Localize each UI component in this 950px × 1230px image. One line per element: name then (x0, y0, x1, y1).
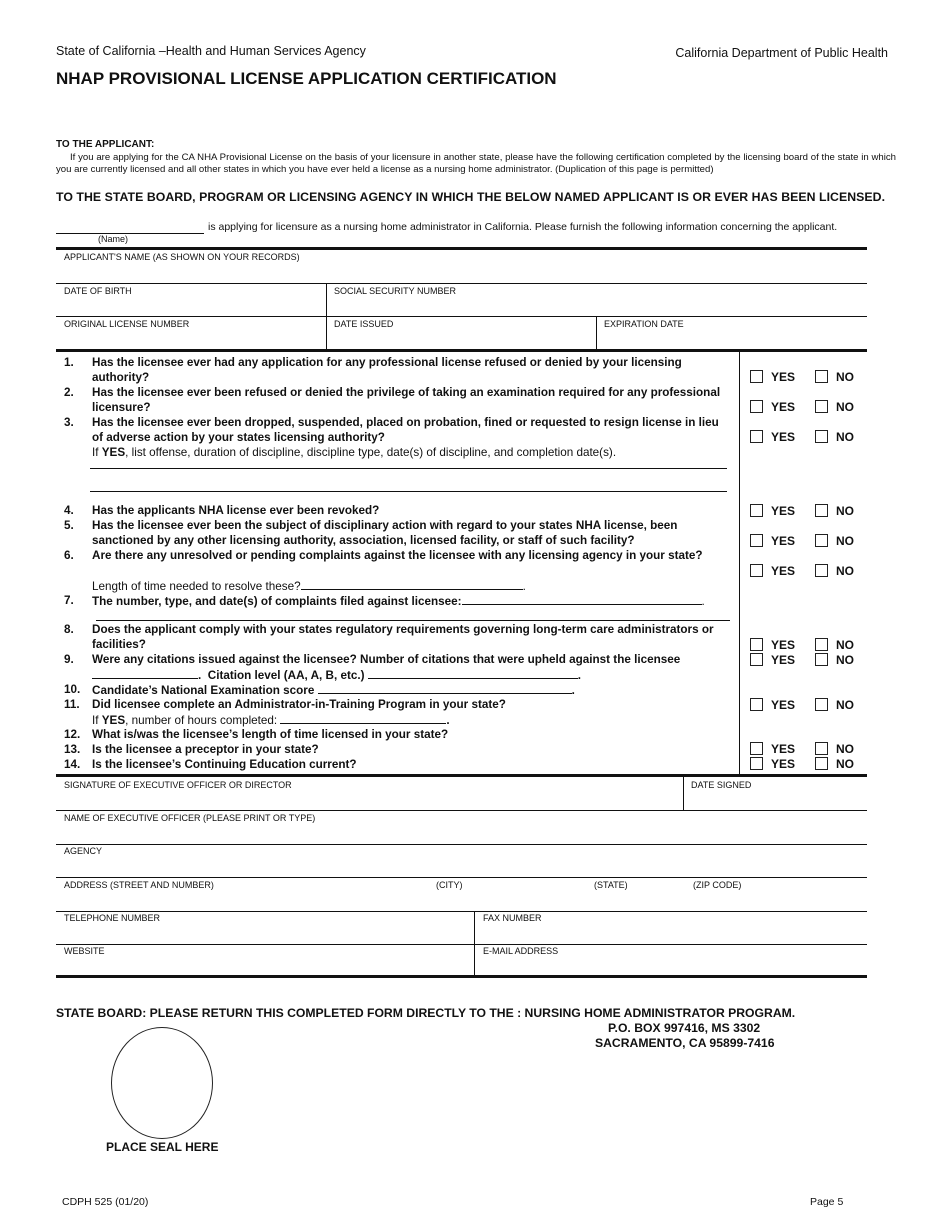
checkbox-icon[interactable] (815, 742, 828, 755)
q4-yes[interactable] (750, 504, 795, 518)
no-label: NO (836, 742, 854, 756)
question-14 (64, 757, 732, 772)
question-2 (64, 385, 732, 415)
question-text: What is/was the licensee’s length of time licensed in your state? (92, 728, 449, 741)
signature-label: SIGNATURE OF EXECUTIVE OFFICER OR DIRECTOR (64, 780, 292, 790)
q3-yes[interactable] (750, 430, 795, 444)
dob-label: DATE OF BIRTH (64, 286, 132, 296)
no-label: NO (836, 757, 854, 771)
checkbox-icon[interactable] (815, 698, 828, 711)
question-text: Candidate’s National Examination score (92, 684, 315, 697)
question-number: 7. (64, 594, 74, 607)
q11-no[interactable] (815, 698, 854, 712)
question-text: Is the licensee a preceptor in your state? (92, 743, 319, 756)
citations-count-blank[interactable] (92, 667, 198, 679)
q5-yes[interactable] (750, 534, 795, 548)
ssn-label: SOCIAL SECURITY NUMBER (334, 286, 457, 296)
signature-field[interactable] (56, 810, 867, 811)
orig-license-label: ORIGINAL LICENSE NUMBER (64, 319, 190, 329)
checkbox-icon[interactable] (815, 653, 828, 666)
question-number: 6. (64, 549, 74, 562)
q14-no[interactable] (815, 757, 854, 771)
expiration-label: EXPIRATION DATE (604, 319, 684, 329)
period: . (577, 669, 581, 682)
page-number: Page 5 (810, 1196, 844, 1208)
explanation-line[interactable] (90, 491, 727, 492)
period: . (446, 714, 450, 727)
citation-level-text: Citation level (AA, A, B, etc.) (207, 669, 365, 682)
checkbox-icon[interactable] (750, 653, 763, 666)
question-12 (64, 727, 732, 742)
yes-label: YES (771, 653, 796, 667)
question-text: Has the applicants NHA license ever been revoked? (92, 504, 380, 517)
question-number: 3. (64, 416, 74, 429)
question-text: Is the licensee’s Continuing Education current? (92, 758, 357, 771)
question-number: 13. (64, 743, 81, 756)
checkbox-icon[interactable] (815, 430, 828, 443)
question-5 (64, 518, 732, 548)
q2-no[interactable] (815, 400, 854, 414)
question-6 (64, 548, 732, 563)
return-instructions: STATE BOARD: PLEASE RETURN THIS COMPLETED FORM DIRECTLY TO THE : NURSING HOME ADMINISTRATOR PROGRAM. (56, 1006, 796, 1020)
applicant-instructions: If you are applying for the CA NHA Provisional License on the basis of your licensure in another state, please have the following certification completed by the licensing board of the state in which you are currently licensed and all other states in which you have ever held a license as a nursing home administrator. (Duplication of this page is permitted) (56, 152, 896, 175)
question-text: Are there any unresolved or pending complaints against the licensee with any licensing agency in your state? (92, 549, 703, 562)
rule-thick (56, 349, 867, 352)
checkbox-icon[interactable] (750, 564, 763, 577)
checkbox-icon[interactable] (815, 504, 828, 517)
checkbox-icon[interactable] (750, 757, 763, 770)
q1-yes[interactable] (750, 370, 795, 384)
no-label: NO (836, 653, 854, 667)
question-number: 12. (64, 728, 81, 741)
question-number: 2. (64, 386, 74, 399)
yes-label: YES (771, 698, 796, 712)
q3-no[interactable] (815, 430, 854, 444)
checkbox-icon[interactable] (815, 638, 828, 651)
telephone-label: TELEPHONE NUMBER (64, 913, 161, 923)
address-label: ADDRESS (STREET AND NUMBER) (64, 880, 214, 890)
question-9 (64, 652, 737, 667)
followup-text: Length of time needed to resolve these? (92, 580, 301, 593)
checkbox-icon[interactable] (750, 534, 763, 547)
agency-field[interactable] (56, 877, 867, 878)
name-caption: (Name) (98, 234, 129, 244)
checkbox-icon[interactable] (750, 504, 763, 517)
applicant-name-label: APPLICANT'S NAME (AS SHOWN ON YOUR RECORDS) (64, 252, 300, 262)
yes-label: YES (771, 638, 796, 652)
question-11 (64, 697, 732, 712)
applicant-heading: TO THE APPLICANT: (56, 139, 155, 150)
period: . (571, 684, 575, 697)
question-number: 5. (64, 519, 74, 532)
no-label: NO (836, 638, 854, 652)
explanation-line[interactable] (90, 468, 727, 469)
question-text: Has the licensee ever had any application for any professional license refused or denied by your licensing authority? (92, 356, 682, 384)
checkbox-icon[interactable] (750, 400, 763, 413)
complaints-blank[interactable] (462, 593, 702, 605)
rule-thick (56, 247, 867, 250)
checkbox-icon[interactable] (815, 564, 828, 577)
q13-yes[interactable] (750, 742, 795, 756)
rule-thick (56, 774, 867, 777)
q1-no[interactable] (815, 370, 854, 384)
exam-score-blank[interactable] (318, 682, 572, 694)
no-label: NO (836, 430, 854, 444)
no-label: NO (836, 504, 854, 518)
fax-label: FAX NUMBER (483, 913, 542, 923)
question-13 (64, 742, 732, 757)
q9-no[interactable] (815, 653, 854, 667)
q5-no[interactable] (815, 534, 854, 548)
question-text: Has the licensee ever been dropped, suspended, placed on probation, fined or requested to resign license in lieu of adverse action by your states licensing authority? (92, 416, 719, 444)
telephone-field[interactable] (56, 944, 867, 945)
email-label: E-MAIL ADDRESS (483, 946, 559, 956)
question-10 (64, 682, 575, 698)
q6-no[interactable] (815, 564, 854, 578)
state-label: (STATE) (594, 880, 628, 890)
answers-divider (739, 352, 740, 774)
question-number: 11. (64, 698, 80, 711)
seal-label: PLACE SEAL HERE (106, 1140, 219, 1154)
no-label: NO (836, 564, 854, 578)
question-9-citations (92, 667, 581, 683)
return-address-city: SACRAMENTO, CA 95899-7416 (595, 1036, 775, 1050)
website-label: WEBSITE (64, 946, 105, 956)
question-text: Does the applicant comply with your states regulatory requirements governing long-term care administrators or facilities? (92, 623, 714, 651)
followup-text: , number of hours completed: (125, 714, 278, 727)
question-text: Has the licensee ever been refused or denied the privilege of taking an examination required for any professional licensure? (92, 386, 721, 414)
signature-divider (683, 777, 684, 811)
if-word: If (92, 446, 99, 459)
q14-yes[interactable] (750, 757, 795, 771)
department-name: California Department of Public Health (675, 46, 888, 60)
officer-name-field[interactable] (56, 844, 867, 845)
board-heading: TO THE STATE BOARD, PROGRAM OR LICENSING AGENCY IN WHICH THE BELOW NAMED APPLICANT IS OR EVER HAS BEEN LICENSED. (56, 190, 886, 204)
checkbox-icon[interactable] (750, 430, 763, 443)
seal-area (111, 1027, 213, 1139)
complaints-line[interactable] (96, 620, 730, 621)
question-text: The number, type, and date(s) of complaints filed against licensee: (92, 595, 462, 608)
no-label: NO (836, 370, 854, 384)
question-number: 1. (64, 356, 74, 369)
period: . (522, 580, 526, 593)
q9-yes[interactable] (750, 653, 795, 667)
question-number: 14. (64, 758, 81, 771)
applicant-name-field[interactable] (56, 283, 867, 284)
hours-blank[interactable] (280, 712, 446, 724)
yes-label: YES (771, 400, 796, 414)
question-7 (64, 593, 737, 609)
dob-field[interactable] (56, 316, 867, 317)
yes-label: YES (771, 370, 796, 384)
question-number: 9. (64, 653, 74, 666)
rule-thick (56, 975, 867, 978)
if-word: If (92, 714, 99, 727)
checkbox-icon[interactable] (815, 400, 828, 413)
question-1 (64, 355, 732, 385)
grid-divider (326, 284, 327, 350)
period: . (701, 595, 705, 608)
q8-yes[interactable] (750, 638, 795, 652)
question-text: Did licensee complete an Administrator-in-Training Program in your state? (92, 698, 506, 711)
question-number: 4. (64, 504, 74, 517)
yes-label: YES (771, 757, 796, 771)
question-4 (64, 503, 732, 518)
grid-divider (596, 317, 597, 350)
checkbox-icon[interactable] (815, 370, 828, 383)
no-label: NO (836, 400, 854, 414)
officer-name-label: NAME OF EXECUTIVE OFFICER (PLEASE PRINT OR TYPE) (64, 813, 316, 823)
city-label: (CITY) (436, 880, 463, 890)
date-issued-label: DATE ISSUED (334, 319, 394, 329)
q11-yes[interactable] (750, 698, 795, 712)
return-address-po: P.O. BOX 997416, MS 3302 (608, 1021, 761, 1035)
checkbox-icon[interactable] (815, 534, 828, 547)
applying-text: is applying for licensure as a nursing home administrator in California. Please furnish the following information concerning the applicant. (208, 221, 838, 233)
question-number: 8. (64, 623, 74, 636)
yes-label: YES (771, 504, 796, 518)
q6-yes[interactable] (750, 564, 795, 578)
checkbox-icon[interactable] (750, 698, 763, 711)
question-3-followup (92, 445, 616, 460)
address-field[interactable] (56, 911, 867, 912)
form-title: NHAP PROVISIONAL LICENSE APPLICATION CERTIFICATION (56, 69, 557, 88)
question-text: Has the licensee ever been the subject of disciplinary action with regard to your states NHA license, been sanctioned by any other licensing authority, association, licensed facility, or staff of such facility? (92, 519, 678, 547)
question-11-followup (92, 712, 450, 728)
question-6-followup (92, 578, 526, 594)
q4-no[interactable] (815, 504, 854, 518)
checkbox-icon[interactable] (750, 638, 763, 651)
followup-text: , list offense, duration of discipline, discipline type, date(s) of discipline, and completion date(s). (125, 446, 617, 459)
zip-label: (ZIP CODE) (693, 880, 742, 890)
question-8 (64, 622, 732, 652)
citation-level-blank[interactable] (368, 667, 578, 679)
form-id: CDPH 525 (01/20) (62, 1196, 149, 1208)
yes-label: YES (771, 534, 796, 548)
checkbox-icon[interactable] (750, 370, 763, 383)
q2-yes[interactable] (750, 400, 795, 414)
date-signed-label: DATE SIGNED (691, 780, 752, 790)
agency-label: AGENCY (64, 846, 103, 856)
question-number: 10. (64, 683, 81, 696)
checkbox-icon[interactable] (815, 757, 828, 770)
agency-name: State of California –Health and Human Services Agency (56, 44, 366, 58)
q13-no[interactable] (815, 742, 854, 756)
yes-emphasis: YES (101, 446, 126, 459)
question-3 (64, 415, 732, 445)
q8-no[interactable] (815, 638, 854, 652)
yes-label: YES (771, 742, 796, 756)
resolve-time-blank[interactable] (301, 578, 523, 590)
no-label: NO (836, 534, 854, 548)
no-label: NO (836, 698, 854, 712)
question-text: Were any citations issued against the licensee? Number of citations that were upheld against the licensee (92, 653, 681, 666)
yes-emphasis: YES (101, 714, 126, 727)
checkbox-icon[interactable] (750, 742, 763, 755)
period: . (198, 669, 202, 682)
yes-label: YES (771, 564, 796, 578)
name-blank[interactable] (56, 233, 204, 234)
yes-label: YES (771, 430, 796, 444)
